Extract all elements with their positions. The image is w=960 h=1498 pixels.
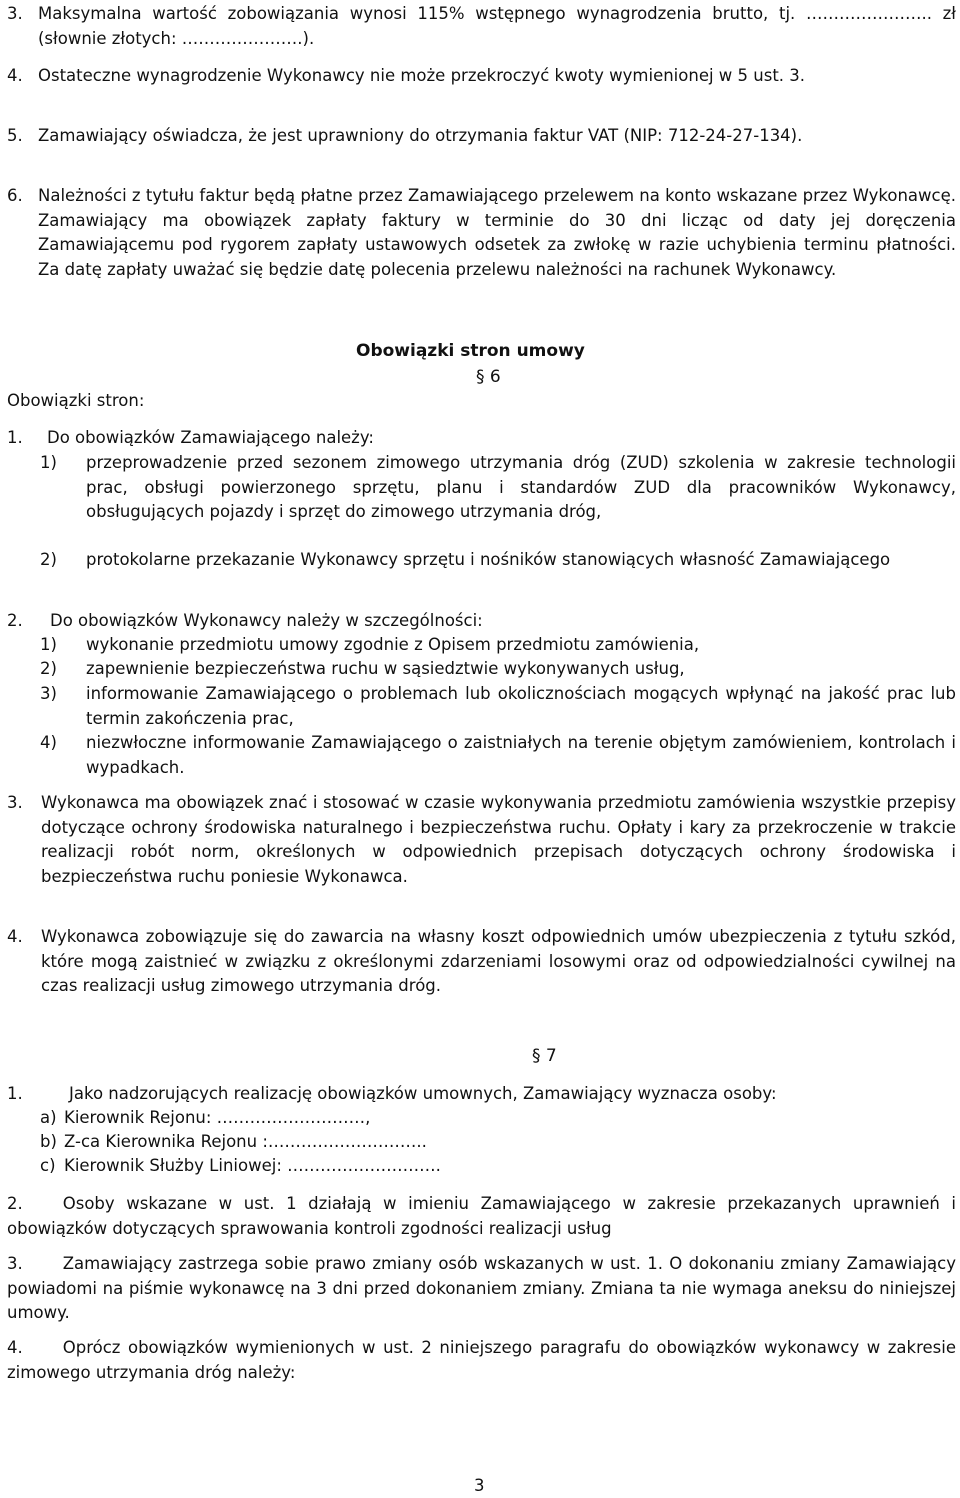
item-number: 3.	[7, 793, 23, 812]
section-heading: Obowiązki stron umowy	[356, 341, 585, 361]
item-number: 2.	[7, 1194, 23, 1213]
sub-text: zapewnienie bezpieczeństwa ruchu w sąsiedztwie wykonywanych usług,	[86, 659, 685, 678]
sub-text: protokolarne przekazanie Wykonawcy sprzętu i nośników stanowiących własność Zamawiającego	[86, 550, 891, 569]
item-number: 4.	[7, 927, 23, 946]
sub-number: 1)	[40, 635, 57, 654]
obligation-sub-2-1	[40, 633, 956, 658]
item-text: Jako nadzorujących realizację obowiązków umownych, Zamawiający wyznacza osoby:	[69, 1084, 777, 1103]
clause-5	[7, 124, 956, 149]
clause-text: Należności z tytułu faktur będą płatne przez Zamawiającego przelewem na konto wskazane przez Wykonawcę. Zamawiający ma obowiązek zapłaty faktury w terminie do 30 dni licząc od daty jej doręczenia Zamawiającemu pod rygorem zapłaty ustawowych odsetek za zwłokę w razie uchybienia terminu płatności. Za datę zapłaty uważać się będzie datę polecenia przelewu należności na rachunek Wykonawcy.	[38, 186, 956, 279]
obligation-item-3	[7, 791, 956, 889]
obligation-item-2	[7, 609, 956, 634]
item-text: Do obowiązków Wykonawcy należy w szczególności:	[50, 611, 483, 630]
item-number: 2.	[7, 611, 23, 630]
item-number: 3.	[7, 1254, 23, 1273]
item-text: Osoby wskazane w ust. 1 działają w imieniu Zamawiającego w zakresie przekazanych uprawnień i obowiązków dotyczących sprawowania kontroli zgodności realizacji usług	[7, 1194, 956, 1238]
obligation-item-4	[7, 925, 956, 999]
sub-number: 4)	[40, 733, 57, 752]
paragraph-number: § 6	[476, 367, 501, 387]
sub-text: niezwłoczne informowanie Zamawiającego o zaistniałych na terenie objętym zamówieniem, kontrolach i wypadkach.	[86, 733, 956, 777]
item-number: 1.	[7, 428, 23, 447]
sub-number: 1)	[40, 453, 57, 472]
sub-text: przeprowadzenie przed sezonem zimowego utrzymania dróg (ZUD) szkolenia w zakresie technologii prac, obsługi powierzonego sprzętu, planu i standardów ZUD dla pracowników Wykonawcy, obsługujących pojazdy i sprzęt do zimowego utrzymania dróg,	[86, 453, 956, 521]
obligations-label: Obowiązki stron:	[7, 391, 145, 410]
obligation-sub-2-2	[40, 657, 956, 682]
clause-number: 5.	[7, 126, 23, 145]
sub-number: 2)	[40, 550, 57, 569]
sub-number: 2)	[40, 659, 57, 678]
supervisor-item-3	[7, 1252, 956, 1326]
sub-text: Kierownik Służby Liniowej: ……………………….	[64, 1156, 441, 1175]
obligation-sub-1-1	[40, 451, 956, 525]
page-number: 3	[474, 1476, 485, 1495]
supervisor-sub-b	[40, 1130, 956, 1155]
clause-number: 6.	[7, 186, 23, 205]
clause-text: Ostateczne wynagrodzenie Wykonawcy nie może przekroczyć kwoty wymienionej w 5 ust. 3.	[38, 66, 806, 85]
sub-number: 3)	[40, 684, 57, 703]
sub-letter: a)	[40, 1108, 57, 1127]
supervisor-item-2	[7, 1192, 956, 1241]
paragraph-number-value: 7	[545, 1046, 557, 1066]
item-text: Oprócz obowiązków wymienionych w ust. 2 niniejszego paragrafu do obowiązków wykonawcy w zakresie zimowego utrzymania dróg należy:	[7, 1338, 956, 1382]
sub-text: Z-ca Kierownika Rejonu :………………………..	[64, 1132, 427, 1151]
clause-4	[7, 64, 956, 89]
item-text: Do obowiązków Zamawiającego należy:	[47, 428, 374, 447]
obligation-sub-2-4	[40, 731, 956, 780]
supervisor-sub-c	[40, 1154, 956, 1179]
clause-6	[7, 184, 956, 282]
clause-number: 4.	[7, 66, 23, 85]
obligation-item-1	[7, 426, 956, 451]
sub-letter: c)	[40, 1156, 56, 1175]
item-number: 1.	[7, 1084, 23, 1103]
obligation-sub-2-3	[40, 682, 956, 731]
item-text: Wykonawca ma obowiązek znać i stosować w czasie wykonywania przedmiotu zamówienia wszystkie przepisy dotyczące ochrony środowiska naturalnego i bezpieczeństwa ruchu. Opłaty i kary za przekroczenie w trakcie realizacji robót norm, określonych w odpowiednich przepisach dotyczących ochrony środowiska i bezpieczeństwa ruchu poniesie Wykonawca.	[41, 793, 956, 886]
supervisor-item-1	[7, 1082, 956, 1107]
clause-text: Maksymalna wartość zobowiązania wynosi 115% wstępnego wynagrodzenia brutto, tj. ………………….. zł (słownie złotych: ………………….).	[38, 4, 956, 48]
sub-text: wykonanie przedmiotu umowy zgodnie z Opisem przedmiotu zamówienia,	[86, 635, 700, 654]
obligation-sub-1-2	[40, 548, 956, 573]
clause-text: Zamawiający oświadcza, że jest uprawniony do otrzymania faktur VAT (NIP: 712-24-27-134).	[38, 126, 803, 145]
item-text: Wykonawca zobowiązuje się do zawarcia na własny koszt odpowiednich umów ubezpieczenia z tytułu szkód, które mogą zaistnieć w związku z określonymi zdarzeniami losowymi oraz od odpowiedzialności cywilnej na czas realizacji usług zimowego utrzymania dróg.	[41, 927, 956, 995]
paragraph-number-value: 6	[489, 367, 501, 387]
sub-text: informowanie Zamawiającego o problemach lub okolicznościach mogących wpłynąć na jakość prac lub termin zakończenia prac,	[86, 684, 956, 728]
item-text: Zamawiający zastrzega sobie prawo zmiany osób wskazanych w ust. 1. O dokonaniu zmiany Zamawiający powiadomi na piśmie wykonawcę na 3 dni przed dokonaniem zmiany. Zmiana ta nie wymaga aneksu do niniejszej umowy.	[7, 1254, 956, 1322]
supervisor-sub-a	[40, 1106, 956, 1131]
clause-3	[7, 2, 956, 51]
paragraph-number: § 7	[532, 1046, 557, 1066]
supervisor-item-4	[7, 1336, 956, 1385]
clause-number: 3.	[7, 4, 23, 23]
sub-letter: b)	[40, 1132, 57, 1151]
sub-text: Kierownik Rejonu: ………………………,	[64, 1108, 371, 1127]
item-number: 4.	[7, 1338, 23, 1357]
